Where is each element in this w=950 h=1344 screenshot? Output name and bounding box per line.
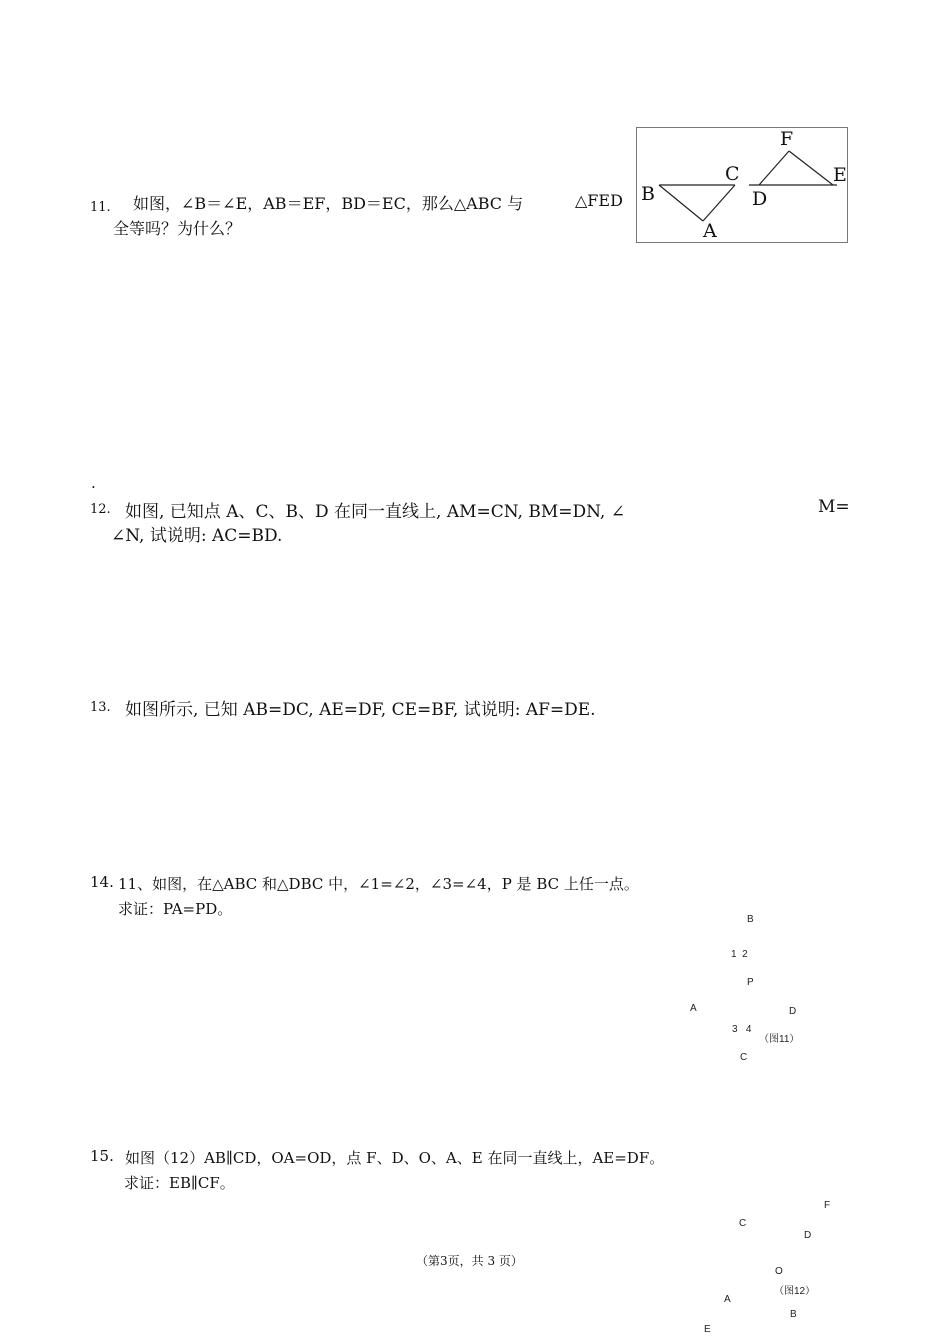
fig15-label-e: E xyxy=(704,1324,711,1335)
fig11-line-df xyxy=(759,151,789,185)
fig11-label-a: A xyxy=(703,220,717,242)
fig14-label-angles-34: 3 4 xyxy=(732,1024,752,1035)
q15-number: 15. xyxy=(90,1147,114,1165)
fig11-label-d: D xyxy=(752,188,768,210)
q11-text-line2: 全等吗？为什么？ xyxy=(113,219,242,238)
fig11-diagram xyxy=(636,127,848,243)
fig15-label-a: A xyxy=(724,1294,731,1305)
fig14-label-a: A xyxy=(690,1003,697,1014)
q12-dot: . xyxy=(91,474,96,492)
fig15-label-b: B xyxy=(790,1309,797,1320)
fig11-line-ac xyxy=(703,185,735,221)
q12-text-line1-tail: M= xyxy=(818,497,850,517)
q13-text-line1: 如图所示, 已知 AB=DC, AE=DF, CE=BF, 试说明: AF=DE. xyxy=(125,700,596,720)
q13-number: 13. xyxy=(90,700,111,715)
fig15-label-d: D xyxy=(804,1230,812,1241)
fig11-line-fe xyxy=(789,151,833,185)
fig11-label-f: F xyxy=(780,128,794,150)
fig15-label-f: F xyxy=(824,1200,831,1211)
fig11-label-b: B xyxy=(641,183,655,205)
fig14-label-p: P xyxy=(747,977,754,988)
fig14-label-angles-12: 1 2 xyxy=(731,949,748,960)
fig14-label-d: D xyxy=(789,1006,797,1017)
q15-text-line2: 求证：EB∥CF。 xyxy=(124,1174,235,1192)
fig11-line-ba xyxy=(659,185,703,221)
fig15-caption: （图12） xyxy=(774,1286,816,1297)
q14-text-line1: 11、如图，在△ABC 和△DBC 中，∠1=∠2，∠3=∠4，P 是 BC 上任一点。 xyxy=(118,875,639,893)
q14-number: 14. xyxy=(90,873,114,891)
fig11-label-e: E xyxy=(833,164,847,186)
q11-text-line1-tail: △FED xyxy=(575,191,623,210)
page-footer: （第3页，共 3 页） xyxy=(416,1254,523,1268)
fig14-label-c: C xyxy=(740,1052,748,1063)
q12-text-line1: 如图, 已知点 A、C、B、D 在同一直线上, AM=CN, BM=DN, ∠ xyxy=(125,502,625,522)
fig15-label-o: O xyxy=(775,1266,783,1277)
fig11-label-c: C xyxy=(725,163,740,185)
q14-text-line2: 求证：PA=PD。 xyxy=(118,900,233,918)
q12-number: 12. xyxy=(90,502,111,517)
fig11-svg xyxy=(637,128,849,244)
q12-text-line2: ∠N, 试说明: AC=BD. xyxy=(111,526,283,546)
q11-number: 11. xyxy=(90,200,111,215)
fig15-label-c: C xyxy=(739,1218,747,1229)
q15-text-line1: 如图（12）AB∥CD，OA=OD，点 F、D、O、A、E 在同一直线上，AE=DF。 xyxy=(125,1149,665,1167)
fig14-label-b: B xyxy=(747,914,754,925)
q11-text-line1: 如图，∠B＝∠E，AB＝EF，BD＝EC，那么△ABC 与 xyxy=(133,194,524,213)
fig14-caption: （图11） xyxy=(759,1034,800,1045)
